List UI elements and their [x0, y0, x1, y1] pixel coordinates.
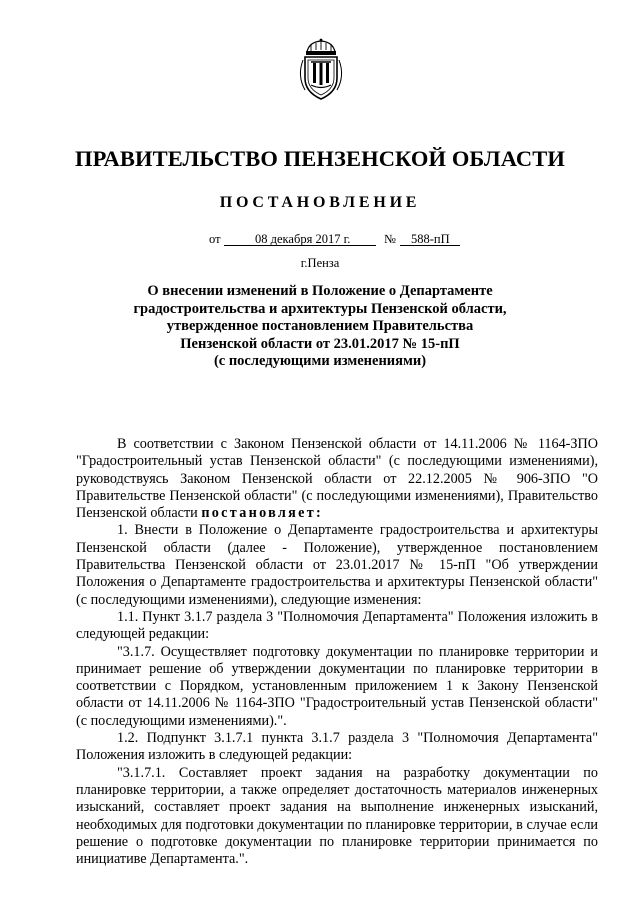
number-sign: №	[384, 232, 396, 246]
paragraph-1: 1. Внести в Положение о Департаменте градостроительства и архитектуры Пензенской области (далее - Положение), утвержденное постановлением Правительства Пензенской области от 23.01.2017 № 15-пП "Об утверждении Положения о Департаменте градостроительства и архитектуры Пензенской области" (с последующими изменениями), следующие изменения:	[76, 522, 598, 608]
document-meta	[0, 232, 640, 248]
date-underline	[224, 245, 376, 246]
document-date: 08 декабря 2017 г.	[255, 232, 351, 246]
resolves-word: постановляет:	[201, 505, 324, 522]
paragraph-1-2-text: "3.1.7.1. Составляет проект задания на разработку документации по планировке территории, а также определяет достаточность материалов инженерных изысканий, составляет проект задания на выполнение инженерных изысканий, необходимых для подготовки документации по планировке территории, в случае если решение о подготовке документации по планировке территории принимается по инициативе Департамента.".	[76, 764, 598, 868]
coat-of-arms-emblem	[293, 38, 349, 102]
paragraph-1-2: 1.2. Подпункт 3.1.7.1 пункта 3.1.7 раздела 3 "Полномочия Департамента" Положения изложить в следующей редакции:	[76, 730, 598, 764]
date-prefix: от	[209, 232, 221, 246]
subject-line: градостроительства и архитектуры Пензенской области,	[133, 300, 507, 317]
document-subject	[120, 283, 520, 371]
paragraph-1-1-text: "3.1.7. Осуществляет подготовку документации по планировке территории и принимает решение об утверждении документации по планировке территории в соответствии с Порядком, установленным приложением 1 к Закону Пензенской области от 14.11.2006 № 1164-ЗПО "Градостроительный устав Пензенской области" (с последующими изменениями).".	[76, 643, 598, 729]
document-number: 588-пП	[411, 232, 450, 246]
number-underline	[400, 245, 460, 246]
subject-line: (с последующими изменениями)	[213, 353, 427, 369]
intro-paragraph	[76, 436, 598, 522]
paragraph-1-1: 1.1. Пункт 3.1.7 раздела 3 "Полномочия Департамента" Положения изложить в следующей редакции:	[76, 608, 598, 643]
document-type: ПОСТАНОВЛЕНИЕ	[219, 194, 421, 211]
intro-text: В соответствии с Законом Пензенской области от 14.11.2006 № 1164-ЗПО "Градостроительный устав Пензенской области" (с последующими изменениями), руководствуясь Законом Пензенской области от 22.12.2005 № 906-ЗПО "О Правительстве Пензенской области" (с последующими изменениями), Правительство Пензенской области	[76, 436, 598, 522]
document-city: г.Пенза	[300, 256, 340, 270]
subject-line: утвержденное постановлением Правительства	[166, 318, 474, 334]
government-title: ПРАВИТЕЛЬСТВО ПЕНЗЕНСКОЙ ОБЛАСТИ	[74, 146, 565, 171]
document-body	[76, 436, 598, 868]
subject-line: О внесении изменений в Положение о Департаменте	[147, 283, 493, 299]
subject-line: Пензенской области от 23.01.2017 № 15-пП	[180, 335, 460, 352]
